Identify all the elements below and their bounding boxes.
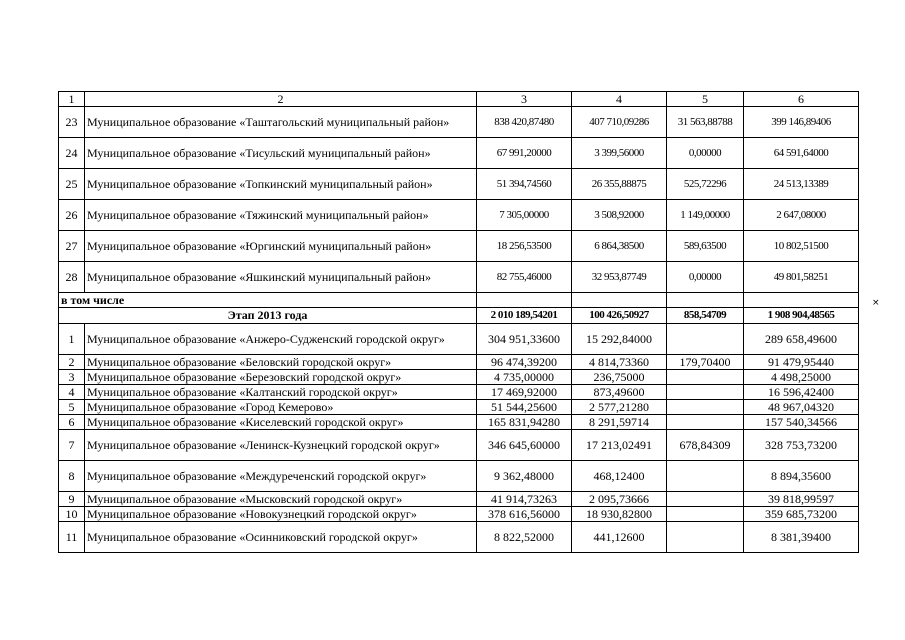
value-col-6: 8 894,35600 <box>744 461 859 492</box>
table-row <box>59 138 859 169</box>
value-col-6: 10 802,51500 <box>744 231 859 262</box>
table-body <box>59 92 859 553</box>
row-name: Муниципальное образование «Ленинск-Кузнецкий городской округ» <box>85 430 477 461</box>
stage-value-c6: 1 908 904,48565 <box>744 308 859 324</box>
row-number: 24 <box>59 138 85 169</box>
subheading-label: в том числе <box>59 293 477 308</box>
value-col-6: 49 801,58251 <box>744 262 859 293</box>
value-col-4: 2 095,73666 <box>572 492 667 507</box>
row-number: 2 <box>59 355 85 370</box>
value-col-4: 441,12600 <box>572 522 667 553</box>
table-row <box>59 200 859 231</box>
empty-cell <box>667 293 744 308</box>
value-col-6: 2 647,08000 <box>744 200 859 231</box>
row-name: Муниципальное образование «Беловский городской округ» <box>85 355 477 370</box>
value-col-6: 91 479,95440 <box>744 355 859 370</box>
value-col-6: 48 967,04320 <box>744 400 859 415</box>
value-col-3: 67 991,20000 <box>477 138 572 169</box>
row-name: Муниципальное образование «Березовский городской округ» <box>85 370 477 385</box>
row-number: 5 <box>59 400 85 415</box>
table-row <box>59 385 859 400</box>
value-col-6: 8 381,39400 <box>744 522 859 553</box>
row-number: 11 <box>59 522 85 553</box>
value-col-4: 17 213,02491 <box>572 430 667 461</box>
value-col-5 <box>667 415 744 430</box>
value-col-3: 8 822,52000 <box>477 522 572 553</box>
value-col-5 <box>667 507 744 522</box>
table-row <box>59 169 859 200</box>
row-number: 25 <box>59 169 85 200</box>
row-name: Муниципальное образование «Яшкинский муниципальный район» <box>85 262 477 293</box>
value-col-4: 15 292,84000 <box>572 324 667 355</box>
budget-table <box>58 91 859 553</box>
empty-cell <box>744 293 859 308</box>
value-col-3: 346 645,60000 <box>477 430 572 461</box>
row-name: Муниципальное образование «Тяжинский муниципальный район» <box>85 200 477 231</box>
table-row <box>59 370 859 385</box>
value-col-3: 4 735,00000 <box>477 370 572 385</box>
empty-cell <box>572 293 667 308</box>
value-col-5: 678,84309 <box>667 430 744 461</box>
value-col-6: 328 753,73200 <box>744 430 859 461</box>
value-col-4: 6 864,38500 <box>572 231 667 262</box>
row-number: 6 <box>59 415 85 430</box>
row-name: Муниципальное образование «Осинниковский городской округ» <box>85 522 477 553</box>
row-number: 27 <box>59 231 85 262</box>
value-col-4: 2 577,21280 <box>572 400 667 415</box>
value-col-3: 51 544,25600 <box>477 400 572 415</box>
value-col-5 <box>667 385 744 400</box>
header-cell-5: 5 <box>667 92 744 107</box>
header-cell-1: 1 <box>59 92 85 107</box>
value-col-6: 399 146,89406 <box>744 107 859 138</box>
value-col-5: 589,63500 <box>667 231 744 262</box>
row-number: 8 <box>59 461 85 492</box>
table-row <box>59 507 859 522</box>
value-col-5 <box>667 370 744 385</box>
row-name: Муниципальное образование «Новокузнецкий городской округ» <box>85 507 477 522</box>
table-row <box>59 430 859 461</box>
table-row <box>59 461 859 492</box>
row-number: 3 <box>59 370 85 385</box>
row-number: 7 <box>59 430 85 461</box>
row-number: 10 <box>59 507 85 522</box>
row-number: 1 <box>59 324 85 355</box>
value-col-5: 525,72296 <box>667 169 744 200</box>
table-row <box>59 231 859 262</box>
value-col-4: 3 508,92000 <box>572 200 667 231</box>
row-name: Муниципальное образование «Таштагольский муниципальный район» <box>85 107 477 138</box>
table-row <box>59 262 859 293</box>
stage-label: Этап 2013 года <box>59 308 477 324</box>
row-name: Муниципальное образование «Калтанский городской округ» <box>85 385 477 400</box>
row-number: 26 <box>59 200 85 231</box>
table-row <box>59 522 859 553</box>
stage-value-c3: 2 010 189,54201 <box>477 308 572 324</box>
value-col-6: 359 685,73200 <box>744 507 859 522</box>
header-cell-6: 6 <box>744 92 859 107</box>
value-col-5 <box>667 492 744 507</box>
stage-value-c4: 100 426,50927 <box>572 308 667 324</box>
row-name: Муниципальное образование «Город Кемерово» <box>85 400 477 415</box>
value-col-4: 18 930,82800 <box>572 507 667 522</box>
row-name: Муниципальное образование «Юргинский муниципальный район» <box>85 231 477 262</box>
header-cell-3: 3 <box>477 92 572 107</box>
value-col-6: 289 658,49600 <box>744 324 859 355</box>
header-cell-4: 4 <box>572 92 667 107</box>
value-col-4: 4 814,73360 <box>572 355 667 370</box>
value-col-6: 64 591,64000 <box>744 138 859 169</box>
value-col-5: 31 563,88788 <box>667 107 744 138</box>
value-col-3: 7 305,00000 <box>477 200 572 231</box>
empty-cell <box>477 293 572 308</box>
value-col-4: 8 291,59714 <box>572 415 667 430</box>
stage-value-c5: 858,54709 <box>667 308 744 324</box>
value-col-3: 41 914,73263 <box>477 492 572 507</box>
value-col-3: 96 474,39200 <box>477 355 572 370</box>
stage-row <box>59 308 859 324</box>
value-col-4: 873,49600 <box>572 385 667 400</box>
row-name: Муниципальное образование «Киселевский городской округ» <box>85 415 477 430</box>
value-col-4: 3 399,56000 <box>572 138 667 169</box>
value-col-4: 236,75000 <box>572 370 667 385</box>
table-row <box>59 324 859 355</box>
row-number: 9 <box>59 492 85 507</box>
value-col-5 <box>667 324 744 355</box>
value-col-5: 1 149,00000 <box>667 200 744 231</box>
table-row <box>59 107 859 138</box>
header-row <box>59 92 859 107</box>
subheading-row <box>59 293 859 308</box>
value-col-3: 378 616,56000 <box>477 507 572 522</box>
row-number: 28 <box>59 262 85 293</box>
value-col-6: 157 540,34566 <box>744 415 859 430</box>
value-col-3: 9 362,48000 <box>477 461 572 492</box>
value-col-3: 17 469,92000 <box>477 385 572 400</box>
table-row <box>59 400 859 415</box>
header-cell-2: 2 <box>85 92 477 107</box>
row-name: Муниципальное образование «Междуреченский городской округ» <box>85 461 477 492</box>
row-name: Муниципальное образование «Мысковский городской округ» <box>85 492 477 507</box>
value-col-6: 16 596,42400 <box>744 385 859 400</box>
value-col-3: 18 256,53500 <box>477 231 572 262</box>
value-col-3: 304 951,33600 <box>477 324 572 355</box>
value-col-5: 0,00000 <box>667 262 744 293</box>
value-col-5: 179,70400 <box>667 355 744 370</box>
side-mark: × <box>872 298 880 308</box>
value-col-3: 82 755,46000 <box>477 262 572 293</box>
value-col-3: 165 831,94280 <box>477 415 572 430</box>
value-col-3: 51 394,74560 <box>477 169 572 200</box>
table-row <box>59 492 859 507</box>
row-name: Муниципальное образование «Тисульский муниципальный район» <box>85 138 477 169</box>
value-col-5 <box>667 461 744 492</box>
row-number: 23 <box>59 107 85 138</box>
value-col-3: 838 420,87480 <box>477 107 572 138</box>
value-col-4: 407 710,09286 <box>572 107 667 138</box>
value-col-5 <box>667 400 744 415</box>
value-col-6: 4 498,25000 <box>744 370 859 385</box>
row-name: Муниципальное образование «Анжеро-Судженский городской округ» <box>85 324 477 355</box>
value-col-5: 0,00000 <box>667 138 744 169</box>
row-number: 4 <box>59 385 85 400</box>
row-name: Муниципальное образование «Топкинский муниципальный район» <box>85 169 477 200</box>
table-row <box>59 415 859 430</box>
table-row <box>59 355 859 370</box>
value-col-6: 24 513,13389 <box>744 169 859 200</box>
value-col-6: 39 818,99597 <box>744 492 859 507</box>
value-col-4: 26 355,88875 <box>572 169 667 200</box>
value-col-4: 468,12400 <box>572 461 667 492</box>
value-col-5 <box>667 522 744 553</box>
value-col-4: 32 953,87749 <box>572 262 667 293</box>
